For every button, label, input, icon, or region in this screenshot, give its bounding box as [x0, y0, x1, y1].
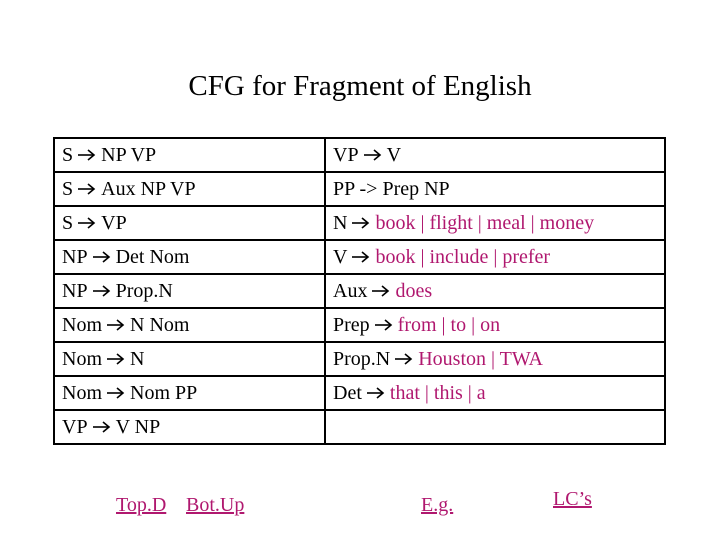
- right-arrow-icon: [73, 145, 101, 159]
- rule-cell-right: [325, 376, 665, 410]
- grammar-table: [53, 137, 666, 445]
- rule-rhs: N Nom: [130, 313, 190, 336]
- table-row: [54, 206, 665, 240]
- right-arrow-icon: [102, 315, 130, 329]
- rule-lhs: Det: [333, 381, 362, 404]
- rule-lhs: VP: [333, 143, 359, 166]
- rule-cell-left: [54, 410, 325, 444]
- rule-cell-left: [54, 308, 325, 342]
- table-row: [54, 342, 665, 376]
- rule-cell-right: [325, 240, 665, 274]
- table-row: [54, 274, 665, 308]
- right-arrow-icon: [347, 213, 375, 227]
- right-arrow-icon: [88, 247, 116, 261]
- rule-lhs: Nom: [62, 313, 102, 336]
- right-arrow-icon: [102, 349, 130, 363]
- rule-rhs: book | flight | meal | money: [375, 211, 595, 234]
- rule-lhs: Nom: [62, 347, 102, 370]
- rule-cell-right: [325, 410, 665, 444]
- rule-rhs: that | this | a: [389, 381, 486, 404]
- right-arrow-icon: [347, 247, 375, 261]
- right-arrow-icon: [88, 417, 116, 431]
- rule-cell-left: [54, 342, 325, 376]
- rule-rhs: Aux NP VP: [101, 177, 196, 200]
- rule-lhs: Aux: [333, 279, 368, 302]
- rule-cell-right: [325, 138, 665, 172]
- rule-rhs: V NP: [115, 415, 161, 438]
- example-link[interactable]: E.g.: [421, 494, 454, 516]
- rule-cell-left: [54, 138, 325, 172]
- rule-lhs: NP: [62, 279, 88, 302]
- rule-rhs: from | to | on: [397, 313, 501, 336]
- rule-lhs: VP: [62, 415, 88, 438]
- rule-cell-left: [54, 240, 325, 274]
- rule-cell-right: [325, 274, 665, 308]
- right-arrow-icon: [362, 383, 390, 397]
- rule-rhs: Houston | TWA: [418, 347, 543, 370]
- right-arrow-icon: [359, 145, 387, 159]
- rule-rhs: Prop.N: [115, 279, 173, 302]
- table-row: [54, 240, 665, 274]
- rule-lhs: N: [333, 211, 348, 234]
- right-arrow-icon: [88, 281, 116, 295]
- rule-lhs: Prop.N: [333, 347, 391, 370]
- right-arrow-icon: [390, 349, 418, 363]
- table-row: [54, 376, 665, 410]
- page-title: CFG for Fragment of English: [188, 70, 532, 102]
- rule-rhs: VP: [101, 211, 127, 234]
- rule-lhs: S: [62, 211, 74, 234]
- rule-rhs: Det Nom: [115, 245, 190, 268]
- right-arrow-icon: [370, 315, 398, 329]
- rule-cell-right: [325, 172, 665, 206]
- table-row: [54, 138, 665, 172]
- rule-rhs: does: [395, 279, 433, 302]
- rule-lhs: V: [333, 245, 348, 268]
- rule-rhs: book | include | prefer: [375, 245, 551, 268]
- rule-cell-left: [54, 206, 325, 240]
- rule-text: PP -> Prep NP: [333, 177, 450, 200]
- rule-cell-right: [325, 308, 665, 342]
- table-row: [54, 172, 665, 206]
- right-arrow-icon: [73, 213, 101, 227]
- rule-cell-right: [325, 206, 665, 240]
- rule-lhs: S: [62, 177, 74, 200]
- topdown-link[interactable]: Top.D: [116, 494, 167, 516]
- right-arrow-icon: [73, 179, 101, 193]
- rule-cell-left: [54, 172, 325, 206]
- right-arrow-icon: [367, 281, 395, 295]
- rule-lhs: Prep: [333, 313, 370, 336]
- rule-rhs: V: [386, 143, 402, 166]
- rule-cell-left: [54, 274, 325, 308]
- bottomup-link[interactable]: Bot.Up: [186, 494, 245, 516]
- table-row: [54, 308, 665, 342]
- rule-lhs: NP: [62, 245, 88, 268]
- rule-cell-left: [54, 376, 325, 410]
- rule-rhs: Nom PP: [130, 381, 198, 404]
- left-corner-link[interactable]: LC’s: [553, 488, 592, 510]
- rule-lhs: S: [62, 143, 74, 166]
- right-arrow-icon: [102, 383, 130, 397]
- rule-lhs: Nom: [62, 381, 102, 404]
- rule-cell-right: [325, 342, 665, 376]
- table-row: [54, 410, 665, 444]
- rule-rhs: N: [130, 347, 145, 370]
- rule-rhs: NP VP: [101, 143, 157, 166]
